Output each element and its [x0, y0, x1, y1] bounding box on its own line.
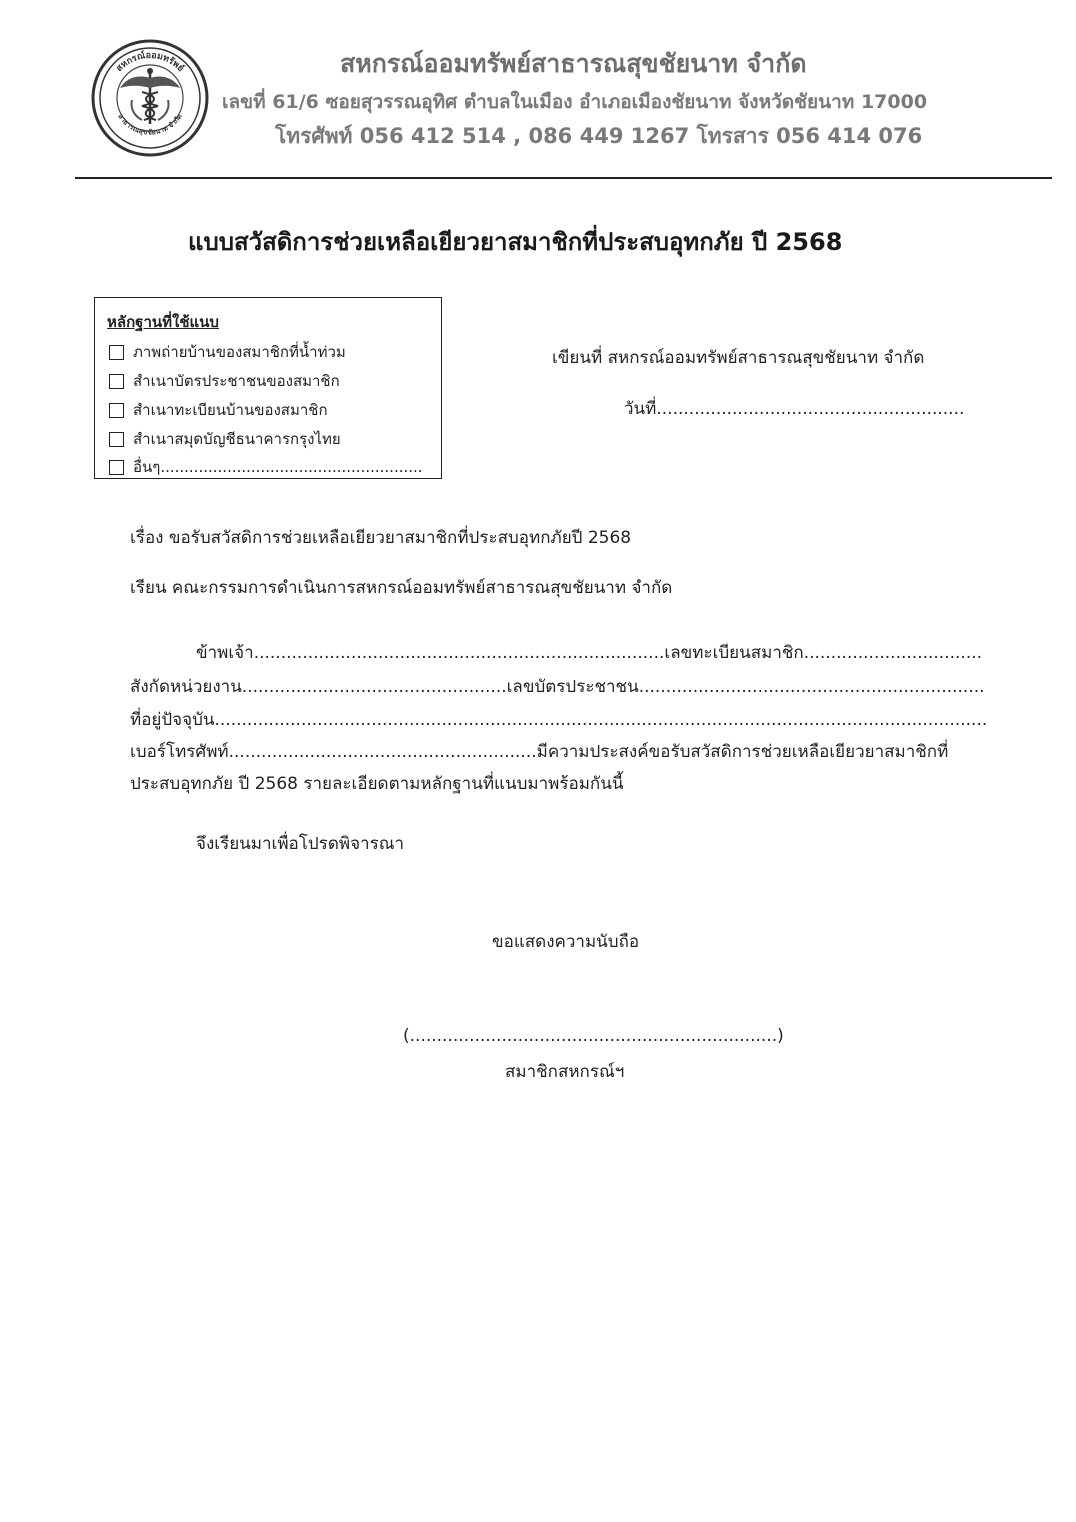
attachment-label: อื่นๆ.......................................................	[133, 458, 423, 476]
attachment-item-bank-book	[109, 427, 341, 451]
attachments-heading: หลักฐานที่ใช้แนบ	[107, 313, 219, 331]
attachment-label: สำเนาสมุดบัญชีธนาคารกรุงไทย	[133, 430, 341, 448]
subject-line: เรื่อง ขอรับสวัสดิการช่วยเหลือเยียวยาสมาชิกที่ประสบอุทกภัยปี 2568	[130, 528, 632, 548]
organization-phone: โทรศัพท์ 056 412 514 , 086 449 1267 โทรสาร 056 414 076	[275, 124, 923, 148]
header-divider	[75, 177, 1052, 179]
attachments-box	[94, 297, 442, 479]
attachment-item-house-photo	[109, 340, 346, 364]
organization-name: สหกรณ์ออมทรัพย์สาธารณสุขชัยนาท จำกัด	[340, 49, 807, 78]
form-title: แบบสวัสดิการช่วยเหลือเยียวยาสมาชิกที่ประสบอุทกภัย ปี 2568	[188, 228, 843, 256]
attachment-label: สำเนาทะเบียนบ้านของสมาชิก	[133, 401, 328, 419]
phone-field[interactable]: เบอร์โทรศัพท์.........................................................มีความประสงค์ขอรับสวัสดิการช่วยเหลือเยียวยาสมาชิกที่	[130, 742, 949, 762]
address-field[interactable]: ที่อยู่ปัจจุบัน...............................................................................................................................................	[130, 710, 988, 730]
checkbox[interactable]	[109, 432, 124, 447]
attachment-item-id-card	[109, 369, 340, 393]
applicant-name-field[interactable]: ข้าพเจ้า............................................................................เลขทะเบียนสมาชิก.................................	[196, 643, 983, 663]
checkbox[interactable]	[109, 460, 124, 475]
attachment-label: ภาพถ่ายบ้านของสมาชิกที่น้ำท่วม	[133, 343, 346, 361]
signature-line[interactable]: (....................................................................)	[403, 1026, 784, 1046]
attachment-item-other	[109, 455, 423, 479]
checkbox[interactable]	[109, 374, 124, 389]
request-statement: ประสบอุทกภัย ปี 2568 รายละเอียดตามหลักฐานที่แนบมาพร้อมกันนี้	[130, 774, 624, 794]
addressee-line: เรียน คณะกรรมการดำเนินการสหกรณ์ออมทรัพย์สาธารณสุขชัยนาท จำกัด	[130, 578, 673, 598]
closing-line: จึงเรียนมาเพื่อโปรดพิจารณา	[196, 834, 405, 854]
svg-text:สหกรณ์ออมทรัพย์: สหกรณ์ออมทรัพย์	[114, 50, 186, 74]
regards-line: ขอแสดงความนับถือ	[492, 932, 640, 952]
attachment-item-house-registration	[109, 398, 328, 422]
agency-id-field[interactable]: สังกัดหน่วยงาน.................................................เลขบัตรประชาชน................................................................	[130, 677, 985, 697]
checkbox[interactable]	[109, 403, 124, 418]
attachment-label: สำเนาบัตรประชาชนของสมาชิก	[133, 372, 340, 390]
date-line[interactable]: วันที่.........................................................	[624, 399, 965, 419]
cooperative-seal-logo	[90, 38, 210, 158]
signer-title: สมาชิกสหกรณ์ฯ	[505, 1062, 625, 1082]
checkbox[interactable]	[109, 345, 124, 360]
organization-address: เลขที่ 61/6 ซอยสุวรรณอุทิศ ตำบลในเมือง อำเภอเมืองชัยนาท จังหวัดชัยนาท 17000	[222, 91, 928, 113]
svg-text:สาธารณสุขชัยนาท จำกัด: สาธารณสุขชัยนาท จำกัด	[116, 112, 184, 137]
written-at: เขียนที่ สหกรณ์ออมทรัพย์สาธารณสุขชัยนาท จำกัด	[552, 348, 925, 368]
